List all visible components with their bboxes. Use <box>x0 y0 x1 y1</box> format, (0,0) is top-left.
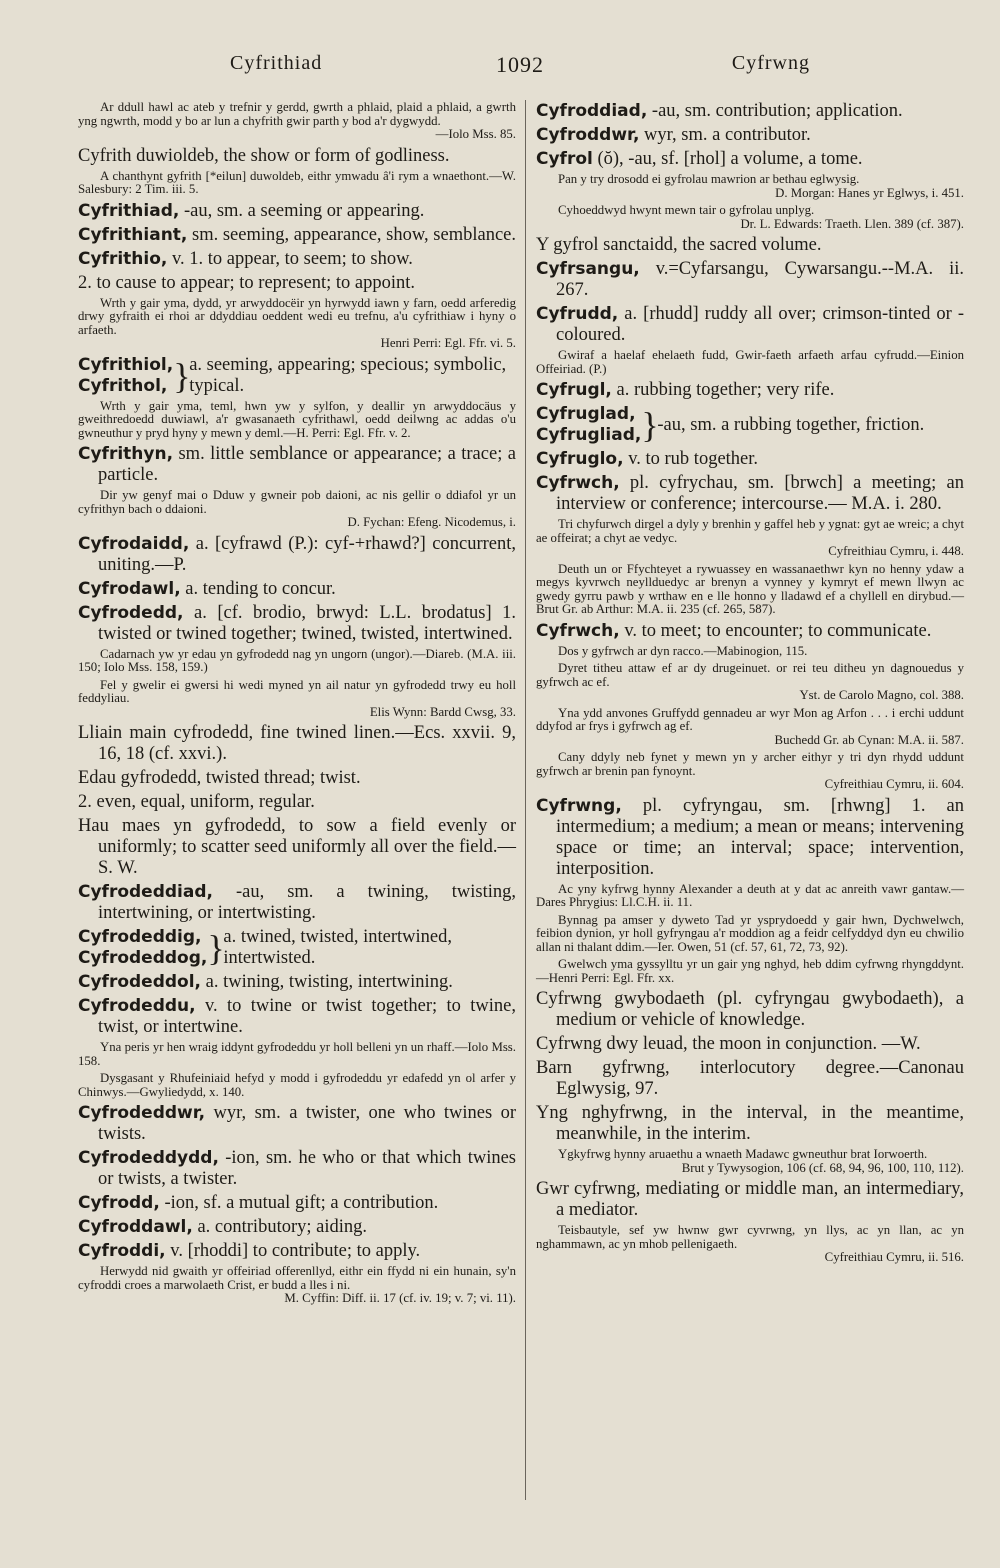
quote-text: Cadarnach yw yr edau yn gyfrodedd nag yn ungorn (ungor).—Diareb. (M.A. iii. 150; Iolo Mss. 158, 159.) <box>78 646 516 674</box>
dictionary-entry <box>536 101 964 122</box>
dictionary-entry <box>78 201 516 222</box>
dictionary-entry <box>78 603 516 645</box>
entry-headword: Cyfrol <box>536 149 593 169</box>
quote-attribution: Cyfreithiau Cymru, ii. 604. <box>824 777 964 791</box>
entry-definition: sm. seeming, appearance, show, semblance. <box>187 224 516 245</box>
entry-definition: Cyfrwng gwybodaeth (pl. cyfryngau gwybodaeth), a medium or vehicle of knowledge. <box>536 989 964 1030</box>
citation-quote <box>536 883 964 910</box>
dictionary-entry <box>536 621 964 642</box>
dictionary-entry <box>78 579 516 600</box>
entry-definition: -au, sm. contribution; application. <box>647 101 903 121</box>
entry-headword: Cyfrudd, <box>536 304 619 324</box>
dictionary-entry <box>78 534 516 576</box>
quote-text: Dos y gyfrwch ar dyn racco.—Mabinogion, 115. <box>558 643 808 658</box>
entry-definition: -ion, sm. he who or that which twines or twists, a twister. <box>98 1148 516 1189</box>
entry-headword: Cyfroddwr, <box>536 125 640 145</box>
entry-definition: -au, sm. a rubbing together, friction. <box>657 414 925 435</box>
dictionary-entry <box>78 249 516 270</box>
quote-attribution: D. Morgan: Hanes yr Eglwys, i. 451. <box>775 185 964 200</box>
dictionary-entry <box>536 1179 964 1221</box>
dictionary-entry <box>78 273 516 294</box>
quote-attribution: Cyfreithiau Cymru, ii. 516. <box>824 1250 964 1264</box>
citation-quote <box>536 1224 964 1265</box>
entry-headword: Cyfroddiad, <box>536 101 648 121</box>
citation-quote <box>536 563 964 617</box>
page-header <box>78 52 962 82</box>
header-left-guideword: Cyfrithiad <box>230 52 323 74</box>
dictionary-entry <box>78 1241 516 1262</box>
entry-definition: a. [cyfrawd (P.): cyf-+rhawd?] concurrent, uniting.—P. <box>98 533 516 575</box>
entry-headword: Cyfruglad, <box>536 404 636 424</box>
citation-quote <box>78 1265 516 1306</box>
entry-headword: Cyfrodeddig, <box>78 927 202 947</box>
dictionary-entry <box>78 972 516 993</box>
dictionary-entry <box>78 768 516 789</box>
braced-entry <box>78 355 516 397</box>
braced-headwords <box>536 404 641 446</box>
entry-definition: Yng nghyfrwng, in the interval, in the meantime, meanwhile, in the interim. <box>536 1103 964 1144</box>
citation-quote <box>536 173 964 200</box>
entry-definition: a. tending to concur. <box>180 578 336 599</box>
entry-headword: Cyfrwch, <box>536 620 620 641</box>
quote-text: Gwiraf a haelaf ehelaeth fudd, Gwir-faeth arfaeth arfau cyfrudd.—Einion Offeiriad. (P.) <box>536 348 964 376</box>
dictionary-entry <box>78 444 516 486</box>
header-right-guideword: Cyfrwng <box>731 52 810 74</box>
entry-headword: Cyfrugliad, <box>536 425 642 445</box>
quote-attribution: Buchedd Gr. ab Cynan: M.A. ii. 587. <box>774 732 964 747</box>
quote-attribution: M. Cyffin: Diff. ii. 17 (cf. iv. 19; v. 7; vi. 11). <box>284 1291 516 1305</box>
quote-text: Ar ddull hawl ac ateb y trefnir y gerdd, gwrth a phlaid, plaid a phlaid, a gwrth yng ngwrth, modd y bo ar lun a chyfrith gwir parth y bod a'r dygwydd. <box>78 100 516 128</box>
entry-definition: pl. cyfryngau, sm. [rhwng] 1. an intermedium; a medium; a mean or means; intervening space or time; an interval; space; intervention, interposition. <box>556 795 964 879</box>
entry-definition: 2. even, equal, uniform, regular. <box>78 792 315 812</box>
dictionary-entry <box>536 1058 964 1100</box>
dictionary-entry <box>78 1148 516 1190</box>
entry-headword: Cyfrsangu, <box>536 259 640 279</box>
citation-quote <box>536 707 964 748</box>
quote-text: Dyret titheu attaw ef ar dy drugeinuet. or rei teu ditheu yn dagnouedus y gyfrwch ac ef. <box>536 661 964 689</box>
citation-quote <box>536 204 964 231</box>
dictionary-entry <box>78 996 516 1038</box>
entry-definition: wyr, sm. a twister, one who twines or twists. <box>98 1103 516 1144</box>
quote-text: Fel y gwelir ei gwersi hi wedi myned yn ail natur yn gyfrodedd trwy eu holl feddyliau. <box>78 677 516 705</box>
quote-text: Wrth y gair yma, teml, hwn yw y sylfon, y deallir yn arwyddocäus y gweithredoedd duwiawl, a'r gwasanaeth cyfrithawl, oedd deilwng ac addas o'u gwneuthur y pryd hyny y mewn y deml.—H. Perri: Egl. Ffr. v. 2. <box>78 398 516 440</box>
entry-headword: Cyfrodeddol, <box>78 972 202 992</box>
entry-definition: a. [cf. brodio, brwyd: L.L. brodatus] 1. twisted or twined together; twined, twisted, intertwined. <box>98 602 516 644</box>
entry-headword: Cyfrodeddu, <box>78 996 196 1016</box>
citation-quote <box>78 170 516 197</box>
entry-headword: Cyfroddi, <box>78 1241 166 1261</box>
dictionary-entry <box>78 792 516 813</box>
entry-definition: -ion, sf. a mutual gift; a contribution. <box>159 1193 439 1213</box>
left-column <box>78 100 516 1310</box>
citation-quote <box>78 1041 516 1068</box>
quote-text: Tri chyfurwch dirgel a dyly y brenhin y gaffel heb y ygnat: gyt ae wreic; a chyt ae offeirat; a chyt ae vedyc. <box>536 517 964 545</box>
entry-headword: Cyfrodd, <box>78 1193 160 1213</box>
column-divider <box>525 100 526 1500</box>
dictionary-entry <box>78 225 516 246</box>
entry-headword: Cyfrodeddog, <box>78 948 208 968</box>
dictionary-entry <box>536 473 964 515</box>
entry-headword: Cyfrwch, <box>536 473 620 493</box>
entry-headword: Cyfrodeddydd, <box>78 1148 219 1168</box>
citation-quote <box>536 645 964 659</box>
entry-definition: 2. to cause to appear; to represent; to appoint. <box>78 272 416 293</box>
citation-quote <box>78 297 516 351</box>
citation-quote <box>536 914 964 955</box>
quote-text: Yna ydd anvones Gruffydd gennadeu ar wyr Mon ag Arfon . . . i erchi uddunt ddyfod ar frys i gyfrwch ag ef. <box>536 705 964 733</box>
dictionary-entry <box>536 380 964 401</box>
citation-quote <box>536 518 964 559</box>
entry-headword: Cyfruglo, <box>536 449 624 469</box>
entry-definition: sm. little semblance or appearance; a trace; a particle. <box>98 444 516 485</box>
quote-text: Deuth un or Ffychteyet a rywuassey en wassanaethwr kyn no henny ydaw a megys kyvrwch neyllduedyc ar brenyn a vynney y kymryt ef mewn llwyn ac gwedy gyrru pawb y wrthaw en e lle honno y lladawd ef a chyllell en dirybud.—Brut Gr. ab Arthur: M.A. ii. 235 (cf. 265, 587). <box>536 561 964 616</box>
right-column <box>536 100 964 1269</box>
entry-definition: -au, sm. a twining, twisting, intertwining, or intertwisting. <box>98 882 516 923</box>
dictionary-entry <box>536 1103 964 1145</box>
quote-attribution: —Iolo Mss. 85. <box>435 127 516 141</box>
entry-headword: Cyfrwng, <box>536 795 622 816</box>
page-number: 1092 <box>496 52 544 77</box>
entry-headword: Cyfrithol, <box>78 375 168 396</box>
entry-definition: -au, sm. a seeming or appearing. <box>179 200 425 221</box>
entry-definition: Gwr cyfrwng, mediating or middle man, an intermediary, a mediator. <box>536 1179 964 1220</box>
entry-definition: (ŏ), -au, sf. [rhol] a volume, a tome. <box>592 149 863 169</box>
citation-quote <box>78 400 516 441</box>
entry-headword: Cyfroddawl, <box>78 1217 193 1237</box>
dictionary-entry <box>536 1034 964 1055</box>
entry-definition: pl. cyfrychau, sm. [brwch] a meeting; an interview or conference; intercourse.— M.A. i. 280. <box>556 473 964 514</box>
braced-headwords <box>78 927 207 969</box>
entry-headword: Cyfrodawl, <box>78 578 181 599</box>
quote-text: Yna peris yr hen wraig iddynt gyfrodeddu yr holl belleni yn un rhaff.—Iolo Mss. 158. <box>78 1040 516 1068</box>
citation-quote <box>536 662 964 703</box>
dictionary-entry <box>536 149 964 170</box>
citation-quote <box>78 489 516 530</box>
entry-headword: Cyfrodeddwr, <box>78 1103 206 1123</box>
entry-definition: Hau maes yn gyfrodedd, to sow a field evenly or uniformly; to scatter seed uniformly all over the field.—S. W. <box>78 816 516 878</box>
quote-attribution: D. Fychan: Efeng. Nicodemus, i. <box>347 515 516 529</box>
entry-definition: a. twining, twisting, intertwining. <box>201 972 453 992</box>
entry-definition: a. rubbing together; very rife. <box>611 380 835 400</box>
quote-text: Bynnag pa amser y dyweto Tad yr ysprydoedd y gair hwn, Dychwelwch, feibion dynion, yr holl gyfryngau a'r moddion ag a feidr celfyddyd dyn eu chwilio allan ni thalant ddim.—Ier. Owen, 51 (cf. 57, 61, 72, 73, 92). <box>536 912 964 954</box>
entry-definition: wyr, sm. a contributor. <box>639 125 811 145</box>
entry-definition: Y gyfrol sanctaidd, the sacred volume. <box>536 235 822 255</box>
quote-text: Ygkyfrwg hynny aruaethu a wnaeth Madawc gwneuthur brat Iorwoerth. <box>558 1147 928 1161</box>
quote-text: Ac yny kyfrwg hynny Alexander a deuth at y dat ac anreith vawr gantaw.—Dares Phrygius: Ll.C.H. ii. 11. <box>536 881 964 909</box>
entry-definition: a. twined, twisted, intertwined, intertwisted. <box>223 927 452 968</box>
dictionary-entry <box>536 125 964 146</box>
quote-attribution: Cyfreithiau Cymru, i. 448. <box>828 544 964 558</box>
entry-headword: Cyfrithyn, <box>78 444 174 464</box>
entry-definition: v. to twine or twist together; to twine, twist, or intertwine. <box>98 996 516 1037</box>
entry-definition: a. contributory; aiding. <box>192 1217 367 1237</box>
dictionary-entry <box>536 989 964 1031</box>
dictionary-entry <box>78 882 516 924</box>
entry-definition: Barn gyfrwng, interlocutory degree.—Canonau Eglwysig, 97. <box>536 1058 964 1099</box>
entry-definition: v. to meet; to encounter; to communicate. <box>619 620 932 641</box>
dictionary-entry <box>536 259 964 301</box>
entry-definition: a. seeming, appearing; specious; symbolic, typical. <box>189 354 507 396</box>
dictionary-entry <box>78 723 516 765</box>
quote-text: Teisbautyle, sef yw hwnw gwr cyvrwng, yn llys, ac yn llan, ac yn nghammawn, ac yn mhob pellenigaeth. <box>536 1223 964 1251</box>
quote-text: Dir yw genyf mai o Dduw y gwneir pob daioni, ac nis gellir o ddiafol yr un cyfrithyn bach o ddaioni. <box>78 488 516 516</box>
citation-quote <box>536 1148 964 1175</box>
entry-definition: a. [rhudd] ruddy all over; crimson-tinted or -coloured. <box>556 304 964 345</box>
quote-text: Gwelwch yma gyssylltu yr un gair yng nghyd, heb ddim cyfrwng rhyngddynt.—Henri Perri: Egl. Ffr. xx. <box>536 957 964 985</box>
citation-quote <box>78 101 516 142</box>
brace-symbol: } <box>207 928 225 968</box>
dictionary-entry <box>78 1193 516 1214</box>
quote-text: Cany ddyly neb fynet y mewn yn y archer eithyr y tri dyn rhydd uddunt gyfrwch ar brenin pan fynoynt. <box>536 750 964 778</box>
citation-quote <box>78 679 516 720</box>
braced-entry <box>78 927 516 969</box>
quote-text: Dysgasant y Rhufeiniaid hefyd y modd i gyfrodeddu yr edafedd yn ol arfer y Chinwys.—Gwyliedydd, x. 140. <box>78 1071 516 1099</box>
dictionary-entry <box>78 1217 516 1238</box>
quote-text: Pan y try drosodd ei gyfrolau mawrion ar bethau eglwysig. <box>558 172 860 186</box>
entry-headword: Cyfrodedd, <box>78 602 184 623</box>
entry-definition: v. 1. to appear, to seem; to show. <box>167 248 413 269</box>
entry-definition: Edau gyfrodedd, twisted thread; twist. <box>78 768 361 788</box>
dictionary-entry <box>78 816 516 879</box>
citation-quote <box>536 958 964 985</box>
dictionary-entry <box>78 1103 516 1145</box>
dictionary-entry <box>536 235 964 256</box>
entry-headword: Cyfrithiad, <box>78 200 180 221</box>
dictionary-entry <box>536 304 964 346</box>
quote-text: Wrth y gair yma, dydd, yr arwyddocëir yn hyrwydd iawn y farn, oedd arferedig drwy gyfraith ei rhoi ar ddyddiau oeddent wedi eu trefnu, a'u cyfrithiaw i hyny o arfaeth. <box>78 295 516 337</box>
entry-definition: Cyfrwng dwy leuad, the moon in conjunction. —W. <box>536 1034 921 1054</box>
citation-quote <box>78 648 516 675</box>
brace-symbol: } <box>173 355 191 396</box>
dictionary-entry <box>536 796 964 880</box>
quote-attribution: Henri Perri: Egl. Ffr. vi. 5. <box>380 336 516 350</box>
braced-headwords <box>78 355 173 397</box>
entry-headword: Cyfrodaidd, <box>78 533 190 554</box>
citation-quote <box>536 349 964 376</box>
entry-definition: Cyfrith duwioldeb, the show or form of godliness. <box>78 145 450 166</box>
quote-text: Cyhoeddwyd hwynt mewn tair o gyfrolau unplyg. <box>558 203 815 217</box>
braced-entry <box>536 404 964 446</box>
brace-symbol: } <box>641 405 659 445</box>
entry-headword: Cyfrodeddiad, <box>78 882 213 902</box>
dictionary-entry <box>78 146 516 167</box>
quote-text: A chanthynt gyfrith [*eilun] duwoldeb, eithr ymwadu â'i rym a wnaethont.—W. Salesbury: 2 Tim. iii. 5. <box>78 168 516 196</box>
dictionary-entry <box>536 449 964 470</box>
entry-definition: v. to rub together. <box>623 449 759 469</box>
entry-headword: Cyfrithiol, <box>78 354 174 375</box>
entry-headword: Cyfrithiant, <box>78 224 188 245</box>
quote-attribution: Brut y Tywysogion, 106 (cf. 68, 94, 96, 100, 110, 112). <box>681 1160 964 1175</box>
entry-headword: Cyfrugl, <box>536 380 612 400</box>
entry-definition: v.=Cyfarsangu, Cywarsangu.--M.A. ii. 267. <box>556 259 964 300</box>
entry-definition: Lliain main cyfrodedd, fine twined linen.—Ecs. xxvii. 9, 16, 18 (cf. xxvi.). <box>78 723 516 764</box>
entry-definition: v. [rhoddi] to contribute; to apply. <box>165 1241 421 1261</box>
citation-quote <box>78 1072 516 1099</box>
quote-attribution: Elis Wynn: Bardd Cwsg, 33. <box>369 704 516 719</box>
entry-headword: Cyfrithio, <box>78 248 168 269</box>
citation-quote <box>536 751 964 792</box>
quote-attribution: Dr. L. Edwards: Traeth. Llen. 389 (cf. 387). <box>740 216 964 231</box>
quote-attribution: Yst. de Carolo Magno, col. 388. <box>799 688 964 702</box>
quote-text: Herwydd nid gwaith yr offeiriad offerenllyd, eithr ein ffydd ni ein hunain, sy'n cyfroddi croes a marwolaeth Crist, er budd a lles i ni. <box>78 1264 516 1292</box>
